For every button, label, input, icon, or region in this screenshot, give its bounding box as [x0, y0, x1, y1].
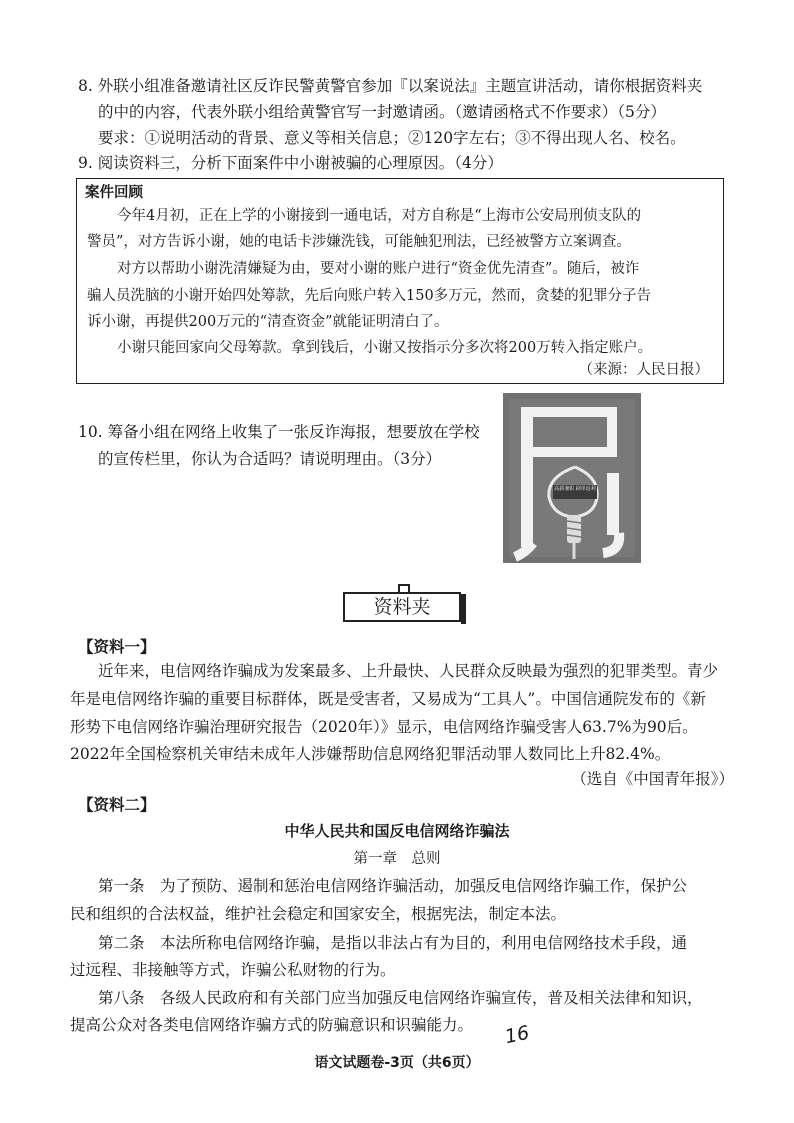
- law-chapter: 第一章 总则: [353, 851, 441, 867]
- article-1-line-1: 第一条 为了预防、遏制和惩治电信网络诈骗活动，加强反电信网络诈骗工作，保护公: [98, 877, 688, 895]
- article-2-line-1: 第二条 本法所称电信网络诈骗，是指以非法占有为目的，利用电信网络技术手段，通: [98, 934, 688, 952]
- material-1-line-2: 年是电信网络诈骗的重要目标群体，既是受害者，又易成为“工具人”。中国信通院发布的《新: [70, 690, 706, 708]
- material-1-line-3: 形势下电信网络诈骗治理研究报告（2020年）》显示，电信网络诈骗受害人63.7%为90后。: [70, 718, 698, 736]
- poster-graphic: [503, 393, 641, 563]
- material-2-heading: 【资料二】: [78, 796, 156, 814]
- material-1-line-4: 2022年全国检察机关审结未成年人涉嫌帮助信息网络犯罪活动罪人数同比上升82.4%。: [70, 745, 671, 763]
- page-footer: 语文试题卷-3页（共6页）: [314, 1055, 480, 1071]
- folder-edge: [461, 594, 466, 624]
- case-title: 案件回顾: [85, 185, 143, 201]
- anti-fraud-poster: [503, 393, 641, 563]
- material-1-line-1: 近年来，电信网络诈骗成为发案最多、上升最快、人民群众反映最为强烈的犯罪类型。青少: [98, 662, 719, 680]
- case-p2-line-2: 骗人员洗脑的小谢开始四处筹款，先后向账户转入150多万元，然而，贪婪的犯罪分子告: [87, 288, 652, 304]
- folder-title: 资料夹: [343, 592, 461, 622]
- q8-line-2: 的中的内容，代表外联小组给黄警官写一封邀请函。（邀请函格式不作要求）（5分）: [98, 103, 666, 121]
- article-2-line-2: 过远程、非接触等方式，诈骗公私财物的行为。: [70, 961, 396, 979]
- case-review-box: [76, 178, 724, 384]
- q9-prompt: 9. 阅读资料三，分析下面案件中小谢被骗的心理原因。（4分）: [78, 154, 503, 172]
- poster-rope-text: 高薪兼职 刷单返利: [554, 486, 596, 492]
- case-source: （来源：人民日报）: [578, 362, 709, 378]
- material-1-source: （选自《中国青年报》）: [571, 770, 734, 788]
- material-1-heading: 【资料一】: [78, 638, 156, 656]
- law-title: 中华人民共和国反电信网络诈骗法: [284, 822, 510, 840]
- q8-line-1: 8. 外联小组准备邀请社区反诈民警黄警官参加『以案说法』主题宣讲活动，请你根据资料夹: [78, 77, 703, 95]
- handwritten-page-mark: 16: [502, 1021, 532, 1049]
- case-p1-line-1: 今年4月初，正在上学的小谢接到一通电话，对方自称是“上海市公安局刑侦支队的: [117, 208, 642, 224]
- q10-line-2: 的宣传栏里，你认为合适吗？请说明理由。（3分）: [98, 450, 442, 468]
- material-folder-header: [343, 584, 467, 626]
- case-p2-line-3: 诉小谢，再提供200万元的“清查资金”就能证明清白了。: [87, 314, 449, 330]
- article-8-line-1: 第八条 各级人民政府和有关部门应当加强反电信网络诈骗宣传，普及相关法律和知识，: [98, 989, 703, 1007]
- case-p2-line-1: 对方以帮助小谢洗清嫌疑为由，要对小谢的账户进行“资金优先清查”。随后，被诈: [117, 261, 640, 277]
- q10-line-1: 10. 筹备小组在网络上收集了一张反诈海报，想要放在学校: [78, 423, 480, 441]
- case-p3-line-1: 小谢只能回家向父母筹款。拿到钱后，小谢又按指示分多次将200万转入指定账户。: [117, 340, 653, 356]
- case-p1-line-2: 警员”，对方告诉小谢，她的电话卡涉嫌洗钱，可能触犯刑法，已经被警方立案调查。: [87, 234, 631, 250]
- article-8-line-2: 提高公众对各类电信网络诈骗方式的防骗意识和识骗能力。: [70, 1016, 474, 1034]
- q8-requirements: 要求：①说明活动的背景、意义等相关信息；②120字左右；③不得出现人名、校名。: [98, 129, 686, 147]
- article-1-line-2: 民和组织的合法权益，维护社会稳定和国家安全，根据宪法，制定本法。: [70, 905, 567, 923]
